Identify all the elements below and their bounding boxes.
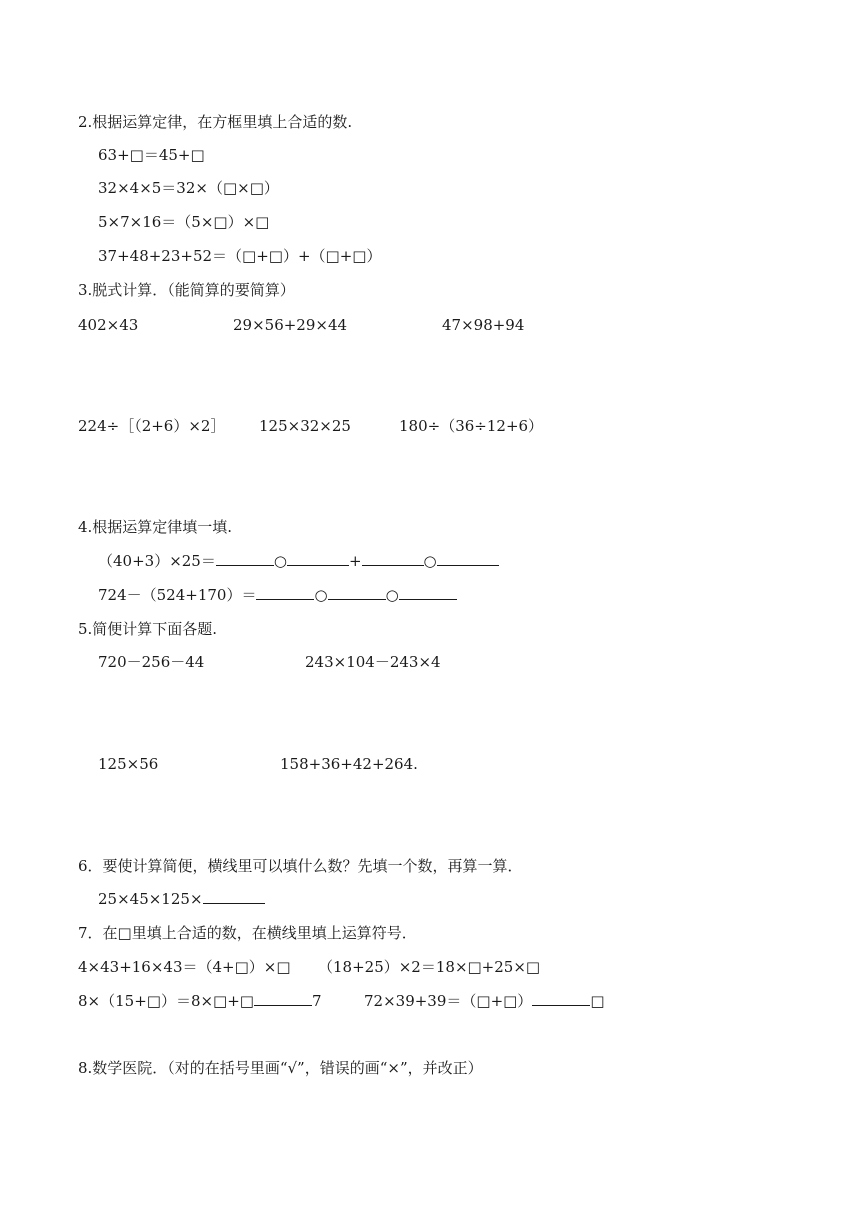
answer-blank[interactable] <box>254 991 312 1006</box>
operator-circle[interactable]: ○ <box>423 552 437 570</box>
answer-blank[interactable] <box>256 585 314 600</box>
answer-blank[interactable] <box>532 991 590 1006</box>
q3-expr-5: 125×32×25 <box>259 417 351 435</box>
answer-blank[interactable] <box>399 585 457 600</box>
q2-title: 2.根据运算定律，在方框里填上合适的数. <box>78 113 353 131</box>
q7-line-2b <box>364 991 605 1011</box>
q3-expr-6: 180÷（36÷12+6） <box>399 417 544 435</box>
q3-expr-4: 224÷［（2+6）×2］ <box>78 417 226 435</box>
q4-line-1 <box>98 551 499 571</box>
q5-expr-2: 243×104－243×4 <box>305 653 441 671</box>
q4-line-2 <box>98 585 457 605</box>
q3-title: 3.脱式计算．（能简算的要简算） <box>78 281 295 299</box>
q2-line-4: 37+48+23+52＝（□+□）+（□+□） <box>98 247 382 265</box>
answer-blank[interactable] <box>362 551 424 566</box>
q3-expr-3: 47×98+94 <box>442 316 525 334</box>
q5-expr-1: 720－256－44 <box>98 653 205 671</box>
q5-expr-3: 125×56 <box>98 755 159 773</box>
answer-blank[interactable] <box>328 585 386 600</box>
q5-title: 5.简便计算下面各题. <box>78 620 218 638</box>
q7-line-2b-end: □ <box>590 992 605 1010</box>
q3-expr-1: 402×43 <box>78 316 139 334</box>
q7-line-1a: 4×43+16×43＝（4+□）×□ <box>78 958 291 976</box>
q6-line <box>98 889 265 909</box>
q2-line-3: 5×7×16＝（5×□）×□ <box>98 213 270 231</box>
q5-expr-4: 158+36+42+264. <box>280 755 418 773</box>
q2-line-2: 32×4×5＝32×（□×□） <box>98 179 279 197</box>
q7-line-2a <box>78 991 322 1011</box>
operator-circle[interactable]: ○ <box>385 586 399 604</box>
q7-line-1b: （18+25）×2＝18×□+25×□ <box>318 958 541 976</box>
answer-blank[interactable] <box>437 551 499 566</box>
operator-circle[interactable]: ○ <box>314 586 328 604</box>
answer-blank[interactable] <box>216 551 274 566</box>
q7-line-2a-expression: 8×（15+□）＝8×□+□ <box>78 992 254 1010</box>
q3-expr-2: 29×56+29×44 <box>233 316 348 334</box>
q7-title: 7．在□里填上合适的数，在横线里填上运算符号． <box>78 924 417 942</box>
q4-line-1-expression: （40+3）×25＝ <box>98 552 216 570</box>
operator-circle[interactable]: ○ <box>273 552 287 570</box>
answer-blank[interactable] <box>287 551 349 566</box>
q4-title: 4.根据运算定律填一填. <box>78 518 233 536</box>
q7-line-2b-expression: 72×39+39＝（□+□） <box>364 992 533 1010</box>
q6-expression: 25×45×125× <box>98 890 203 908</box>
q4-line-2-expression: 724－（524+170）＝ <box>98 586 257 604</box>
q7-line-2a-end: 7 <box>311 992 322 1010</box>
answer-blank[interactable] <box>203 889 265 904</box>
q2-line-1: 63+□＝45+□ <box>98 146 205 164</box>
q8-title: 8.数学医院．（对的在括号里画“√”，错误的画“×”，并改正） <box>78 1059 483 1077</box>
q6-title: 6．要使计算简便，横线里可以填什么数？先填一个数，再算一算． <box>78 857 523 875</box>
plus-sign: + <box>348 552 362 570</box>
